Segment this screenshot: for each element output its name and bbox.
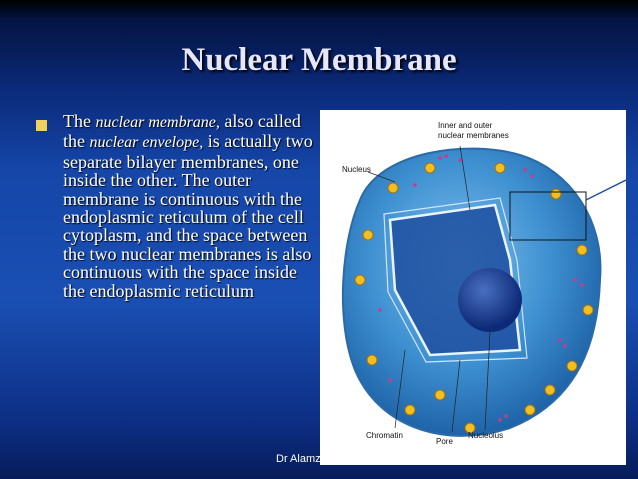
footer-author: Dr Alamzeb Khan [276, 453, 362, 465]
term-nuclear-membrane: nuclear membrane, [95, 114, 220, 131]
nucleolus [458, 268, 522, 332]
term-nuclear-envelope: nuclear envelope, [89, 134, 204, 152]
label-nucleus: Nucleus [342, 165, 371, 174]
body-text-part: also called the [63, 111, 301, 152]
nucleus-illustration [320, 110, 626, 465]
callout-line [586, 180, 626, 200]
body-text-part: is actually two separate bilayer membranes, one inside the other. The outer membrane is continuous with the endoplasmic reticulum of the cell cytoplasm, and the space between the two nuclear membranes is also continuous with the space inside the endoplasmic reticulum [63, 131, 313, 301]
page-number: 35 [592, 453, 605, 465]
label-chromatin: Chromatin [366, 431, 403, 440]
bullet-square-icon [36, 120, 47, 131]
slide-title: Nuclear Membrane [181, 42, 457, 78]
label-membranes-line2: nuclear membranes [438, 131, 509, 140]
label-membranes-line1: Inner and outer [438, 121, 493, 130]
label-pore: Pore [436, 437, 453, 446]
nucleus-figure [320, 110, 626, 465]
label-nucleolus: Nucleolus [468, 431, 504, 440]
body-text-part: The [63, 111, 96, 131]
body-text [63, 112, 315, 300]
